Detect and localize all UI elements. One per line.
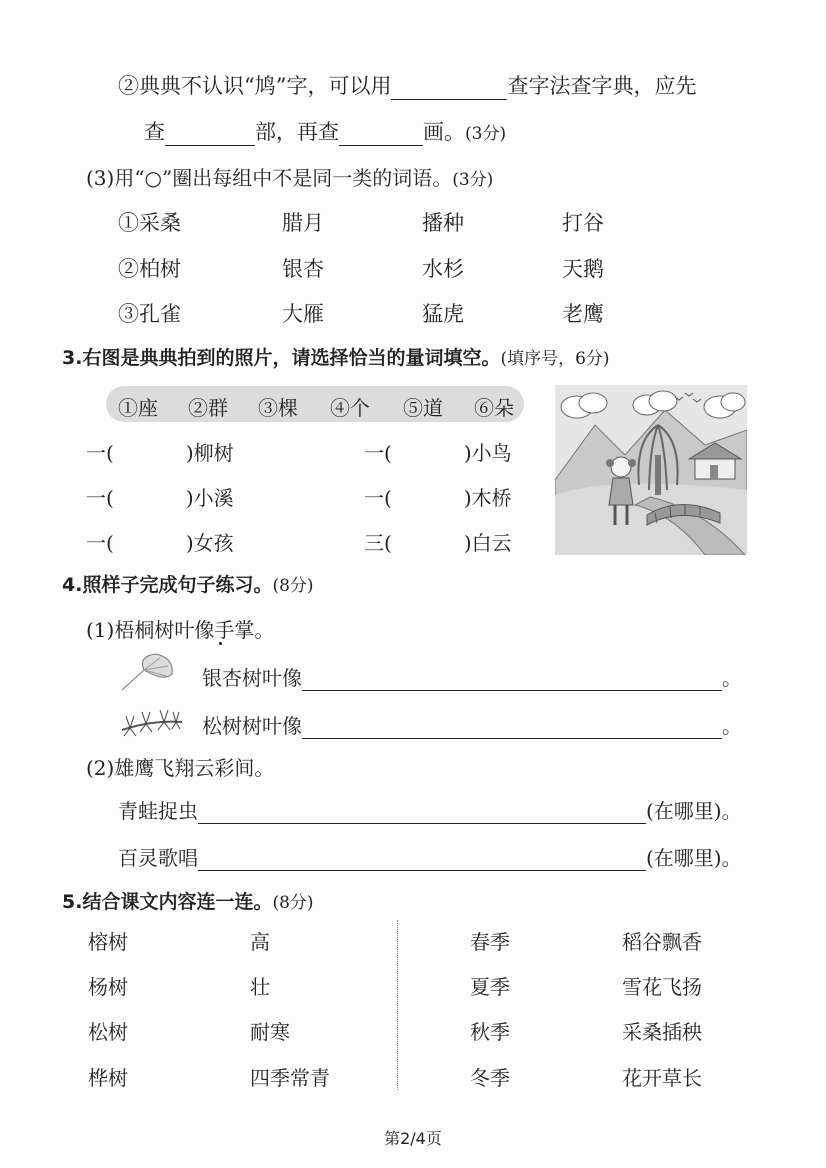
word-2-1[interactable]: ②柏树: [118, 257, 181, 281]
option-4: ④个: [330, 396, 370, 420]
q2-part3-title: (3)用“○”圈出每组中不是同一类的词语。(3分): [86, 166, 494, 190]
blank-pine[interactable]: [302, 716, 722, 739]
option-2: ②群: [188, 396, 228, 420]
column-divider: [397, 920, 398, 1090]
q3-item-clouds: 三( )白云: [364, 531, 512, 555]
word-3-3[interactable]: 猛虎: [422, 302, 464, 326]
option-3: ③棵: [258, 396, 298, 420]
option-1: ①座: [118, 396, 158, 420]
q2-line2: 查 部，再查 画。(3分): [144, 120, 507, 144]
tree-4[interactable]: 桦树: [88, 1066, 128, 1090]
word-1-3[interactable]: 播种: [422, 211, 464, 235]
q3-item-bird: 一( )小鸟: [364, 441, 512, 465]
word-2-3[interactable]: 水杉: [422, 257, 464, 281]
scene-2[interactable]: 雪花飞扬: [622, 975, 702, 999]
blank-ginkgo[interactable]: [302, 668, 722, 691]
pine-branch-icon: [118, 700, 186, 742]
q3-options-bar: [106, 386, 524, 422]
trait-1[interactable]: 高: [250, 930, 270, 954]
scene-illustration: [555, 385, 747, 555]
q4-title: 4.照样子完成句子练习。(8分): [62, 574, 314, 596]
q5-title: 5.结合课文内容连一连。(8分): [62, 891, 314, 913]
word-2-4[interactable]: 天鹅: [562, 257, 604, 281]
word-1-2[interactable]: 腊月: [282, 211, 324, 235]
q3-title: 3.右图是典典拍到的照片，请选择恰当的量词填空。(填序号，6分): [62, 347, 610, 369]
word-2-2[interactable]: 银杏: [282, 257, 324, 281]
blank-strokes[interactable]: [339, 123, 423, 146]
blank-method[interactable]: [391, 77, 507, 100]
q3-item-stream: 一( )小溪: [86, 486, 234, 510]
option-5: ⑤道: [403, 396, 443, 420]
q4-sub1: (1)梧桐树叶像手掌。: [86, 618, 275, 642]
q4-line4: 百灵歌唱 (在哪里)。: [118, 846, 742, 870]
q3-item-bridge: 一( )木桥: [364, 486, 512, 510]
trait-2[interactable]: 壮: [250, 975, 270, 999]
blank-radical[interactable]: [165, 123, 255, 146]
scene-4[interactable]: 花开草长: [622, 1066, 702, 1090]
season-1[interactable]: 春季: [470, 930, 510, 954]
season-2[interactable]: 夏季: [470, 975, 510, 999]
tree-3[interactable]: 松树: [88, 1020, 128, 1044]
q4-line2: 松树树叶像 。: [202, 714, 742, 738]
q3-item-willow: 一( )柳树: [86, 441, 234, 465]
tree-2[interactable]: 杨树: [88, 975, 128, 999]
scene-3[interactable]: 采桑插秧: [622, 1020, 702, 1044]
trait-4[interactable]: 四季常青: [250, 1066, 330, 1090]
trait-3[interactable]: 耐寒: [250, 1020, 290, 1044]
page-number: 第2/4页: [384, 1129, 442, 1148]
scene-1[interactable]: 稻谷飘香: [622, 930, 702, 954]
q4-line1: 银杏树叶像 。: [202, 666, 742, 690]
blank-lark[interactable]: [198, 848, 646, 871]
word-1-4[interactable]: 打谷: [562, 211, 604, 235]
q4-sub2: (2)雄鹰飞翔云彩间。: [86, 756, 275, 780]
season-3[interactable]: 秋季: [470, 1020, 510, 1044]
ginkgo-leaf-icon: [118, 652, 176, 694]
season-4[interactable]: 冬季: [470, 1066, 510, 1090]
q3-item-girl: 一( )女孩: [86, 531, 234, 555]
emphasis-dot: [219, 642, 222, 645]
q4-line3: 青蛙捉虫 (在哪里)。: [118, 799, 742, 823]
word-1-1[interactable]: ①采桑: [118, 211, 181, 235]
option-6: ⑥朵: [474, 396, 514, 420]
word-3-4[interactable]: 老鹰: [562, 302, 604, 326]
word-3-1[interactable]: ③孔雀: [118, 302, 181, 326]
word-3-2[interactable]: 大雁: [282, 302, 324, 326]
tree-1[interactable]: 榕树: [88, 930, 128, 954]
blank-frog[interactable]: [198, 801, 646, 824]
q2-line1: ②典典不认识“鸠”字，可以用 查字法查字典，应先: [118, 74, 697, 98]
